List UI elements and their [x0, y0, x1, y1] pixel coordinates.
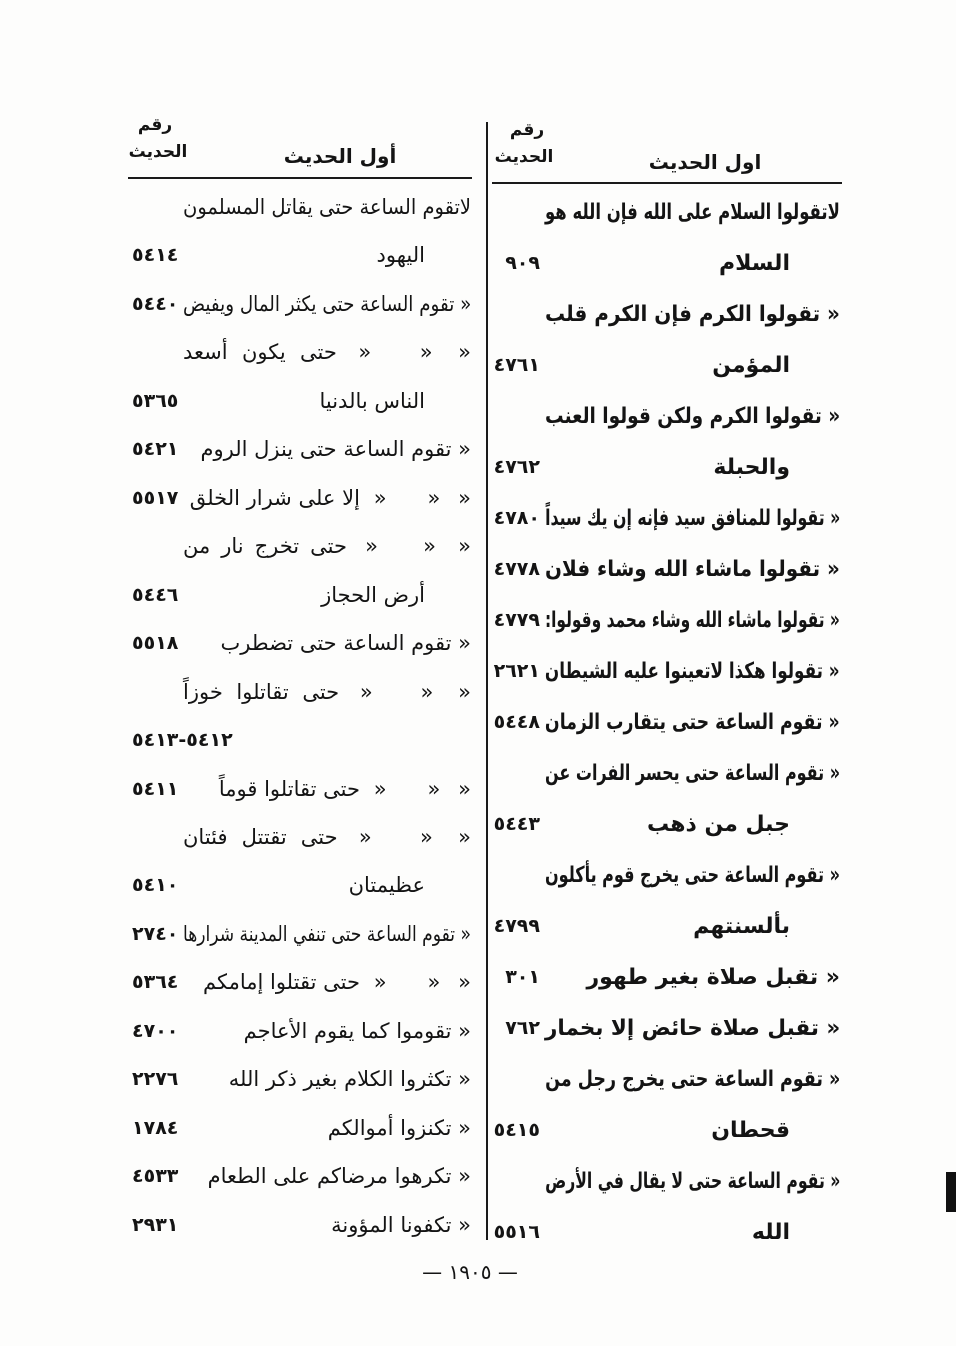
hadith-number: ٥٤١٠	[132, 874, 179, 897]
hadith-number: ٤٧٩٩	[493, 914, 540, 937]
ditto-mark: «	[427, 485, 441, 510]
hadith-opening-text	[183, 328, 471, 376]
hadith-number: ٥٥١٧	[132, 486, 179, 509]
index-line	[490, 238, 842, 289]
ditto-mark: «	[420, 679, 434, 704]
hadith-number: ٣٠١	[505, 965, 540, 988]
index-line	[490, 1105, 842, 1156]
hadith-text-continuation: عظيمتان	[348, 873, 425, 898]
ditto-mark: «	[420, 824, 433, 849]
index-line	[128, 716, 473, 764]
index-line	[490, 1054, 842, 1105]
hadith-number: ٤٧٨٠	[493, 506, 540, 529]
hadith-opening-text: « تقوم الساعة حتى تضطرب	[220, 631, 471, 656]
hadith-text-continuation: بألسنتهم	[693, 913, 790, 939]
right-number-header-line1: رقم	[509, 120, 545, 140]
hadith-opening-text	[183, 668, 471, 716]
left-number-header-line1: رقم	[137, 115, 173, 135]
index-line	[128, 474, 473, 522]
hadith-number: ٤٧٧٩	[493, 608, 540, 631]
hadith-number: ٥٥١٨	[132, 632, 179, 655]
hadith-number: ٤٧٦٢	[493, 455, 540, 478]
hadith-opening-text: « تقوم الساعة حتى ينزل الروم	[200, 437, 471, 462]
hadith-opening-text: « تقوم الساعة حتى يحسر الفرات عن	[544, 760, 840, 786]
page-number: — ١٩٠٥ —	[422, 1260, 518, 1284]
hadith-opening-text: « تقولوا هكذا لاتعينوا عليه الشيطان	[545, 658, 840, 684]
hadith-text-continuation: المؤمن	[712, 352, 790, 378]
index-line	[128, 231, 473, 279]
index-line	[128, 861, 473, 909]
ditto-mark: «	[458, 776, 471, 801]
ditto-mark: «	[458, 679, 471, 704]
hadith-text-continuation: أرض الحجاز	[321, 582, 425, 607]
hadith-number: ٥٤٢١	[132, 438, 179, 461]
hadith-text-continuation: والحبلة	[713, 454, 790, 480]
index-line	[128, 668, 473, 716]
hadith-opening-text	[190, 474, 471, 522]
hadith-number: ٤٧٠٠	[132, 1019, 179, 1042]
hadith-number: ٥٤٤٠	[132, 292, 179, 315]
index-line	[490, 544, 842, 595]
index-line	[490, 187, 842, 238]
hadith-text-fragment: حتى تقاتلوا خوزاً	[183, 679, 340, 704]
index-line	[490, 901, 842, 952]
hadith-opening-text: « تقولوا الكرم ولكن قولوا العنب	[544, 403, 840, 429]
hadith-text-fragment: حتى يكون أسعد	[183, 340, 337, 365]
hadith-text-fragment: حتى تقتتل فئتان	[183, 824, 338, 849]
hadith-opening-text: « تقولوا ماشاء الله وشاء فلان	[545, 556, 840, 582]
hadith-text-fragment: إلا على شرار الخلق	[189, 485, 360, 510]
hadith-opening-text: « تكفونا المؤونة	[331, 1212, 471, 1237]
hadith-text-fragment: حتى تقتلوا إمامكم	[203, 970, 360, 995]
hadith-number: ٥٤٤٦	[132, 583, 179, 606]
hadith-text-continuation: جبل من ذهب	[646, 811, 790, 837]
hadith-opening-text: لاتقولوا السلام على الله فإن الله هو	[545, 199, 840, 225]
ditto-mark: «	[373, 485, 387, 510]
ditto-mark: «	[458, 340, 471, 365]
hadith-opening-text: « تقوم الساعة حتى يكثر المال ويفيض	[182, 291, 471, 316]
index-line	[490, 1156, 842, 1207]
ditto-mark: «	[373, 970, 387, 995]
hadith-number: ٥٤١٥	[493, 1118, 540, 1141]
hadith-opening-text: لاتقوم الساعة حتى يقاتل المسلمون	[182, 194, 471, 219]
hadith-number: ٥٤٤٨	[493, 710, 540, 733]
hadith-number: ٥٤٤٣	[493, 812, 540, 835]
hadith-number: ٥٤١٤	[132, 244, 179, 267]
hadith-number: ٥٣٦٤	[132, 971, 179, 994]
hadith-opening-text: « تقولوا للمنافق سيد فإنه إن يك سيداً	[544, 505, 840, 531]
index-line	[128, 571, 473, 619]
hadith-opening-text	[183, 813, 471, 861]
ditto-mark: «	[458, 824, 471, 849]
index-line	[128, 1055, 473, 1103]
ditto-mark: «	[373, 776, 387, 801]
hadith-text-continuation: السلام	[718, 250, 790, 276]
hadith-number: ٥٤١٢-٥٤١٣	[132, 729, 233, 752]
hadith-number: ٥٤١١	[132, 777, 179, 800]
hadith-opening-text: « تقوم الساعة حتى يتقارب الزمان	[545, 709, 840, 735]
index-line	[128, 619, 473, 667]
index-line	[490, 799, 842, 850]
index-line	[490, 595, 842, 646]
index-line	[490, 850, 842, 901]
hadith-number: ٤٧٧٨	[493, 557, 540, 580]
ditto-mark: «	[358, 340, 372, 365]
hadith-text-continuation: الله	[751, 1219, 790, 1245]
hadith-number: ٥٣٦٥	[132, 389, 179, 412]
index-line	[128, 522, 473, 570]
hadith-number: ٢٢٧٦	[132, 1068, 179, 1091]
ditto-mark: «	[458, 485, 471, 510]
hadith-opening-text: « تكنزوا أموالكم	[327, 1115, 471, 1140]
hadith-number: ٢٩٣١	[132, 1213, 179, 1236]
hadith-opening-text: « تقولوا الكرم فإن الكرم قلب	[545, 301, 840, 327]
ditto-mark: «	[423, 534, 436, 559]
hadith-text-fragment: حتى تقاتلوا قوماً	[218, 776, 360, 801]
hadith-number: ٧٦٢	[505, 1016, 540, 1039]
hadith-number: ٢٦٢١	[493, 659, 540, 682]
ditto-mark: «	[419, 340, 433, 365]
left-text-header: أول الحديث	[283, 144, 397, 168]
index-line	[128, 328, 473, 376]
index-line	[490, 697, 842, 748]
index-line	[490, 1003, 842, 1054]
hadith-opening-text: « تقولوا ماشاء الله وشاء محمد وقولوا:	[545, 607, 840, 633]
index-line	[490, 442, 842, 493]
index-line	[128, 1201, 473, 1249]
hadith-opening-text: « تقوموا كما يقوم الأعاجم	[243, 1018, 471, 1043]
index-line	[490, 748, 842, 799]
left-index-column	[128, 0, 473, 1346]
index-line	[128, 1007, 473, 1055]
hadith-opening-text	[219, 765, 471, 813]
hadith-opening-text	[203, 958, 471, 1006]
hadith-opening-text: « تقوم الساعة حتى لا يقال في الأرض	[544, 1168, 840, 1194]
index-line	[128, 183, 473, 231]
index-line	[128, 377, 473, 425]
right-number-header-line2: الحديث	[494, 147, 554, 167]
hadith-opening-text: « تكرهوا مرضاكم على الطعام	[207, 1164, 471, 1189]
hadith-opening-text: « تقوم الساعة حتى يخرج قوم يأكلون	[545, 862, 840, 888]
index-line	[128, 765, 473, 813]
left-number-header-line2: الحديث	[128, 142, 188, 162]
index-line	[490, 289, 842, 340]
hadith-number: ٥٥١٦	[493, 1220, 540, 1243]
column-divider	[486, 122, 488, 1240]
index-line	[128, 425, 473, 473]
index-line	[128, 280, 473, 328]
hadith-opening-text: « تقوم الساعة حتى تنفي المدينة شرارها	[183, 921, 471, 946]
hadith-number: ٤٧٦١	[493, 353, 540, 376]
hadith-text-fragment: حتى تخرج نار من	[183, 534, 347, 559]
hadith-number: ٤٥٣٣	[132, 1165, 179, 1188]
ditto-mark: «	[458, 970, 471, 995]
index-line	[490, 391, 842, 442]
index-line	[490, 646, 842, 697]
hadith-opening-text: « تقبل صلاة بغير طهور	[586, 964, 840, 990]
index-line	[490, 952, 842, 1003]
hadith-number: ٩٠٩	[505, 251, 540, 274]
index-line	[490, 1207, 842, 1258]
hadith-text-continuation: الناس بالدنيا	[319, 388, 425, 413]
index-line	[128, 1104, 473, 1152]
hadith-number: ١٧٨٤	[132, 1116, 179, 1139]
index-line	[490, 493, 842, 544]
ditto-mark: «	[359, 679, 373, 704]
ditto-mark: «	[427, 776, 441, 801]
index-line	[490, 340, 842, 391]
hadith-opening-text: « تقوم الساعة حتى يخرج رجل من	[544, 1066, 840, 1092]
index-line	[128, 910, 473, 958]
right-index-column	[490, 0, 842, 1346]
hadith-text-continuation: اليهود	[376, 243, 425, 268]
ditto-mark: «	[427, 970, 441, 995]
scan-edge-mark	[946, 1172, 956, 1212]
index-line	[128, 1152, 473, 1200]
ditto-mark: «	[358, 824, 372, 849]
hadith-opening-text: « تكثروا الكلام بغير ذكر الله	[228, 1067, 471, 1092]
index-line	[128, 813, 473, 861]
hadith-opening-text: « تقبل صلاة حائض إلا بخمار	[544, 1015, 840, 1041]
ditto-mark: «	[458, 534, 471, 559]
right-text-header: اول الحديث	[648, 150, 762, 174]
ditto-mark: «	[365, 534, 378, 559]
index-line	[128, 958, 473, 1006]
hadith-number: ٢٧٤٠	[132, 922, 179, 945]
hadith-opening-text	[183, 522, 471, 570]
hadith-text-continuation: قحطان	[711, 1117, 790, 1143]
